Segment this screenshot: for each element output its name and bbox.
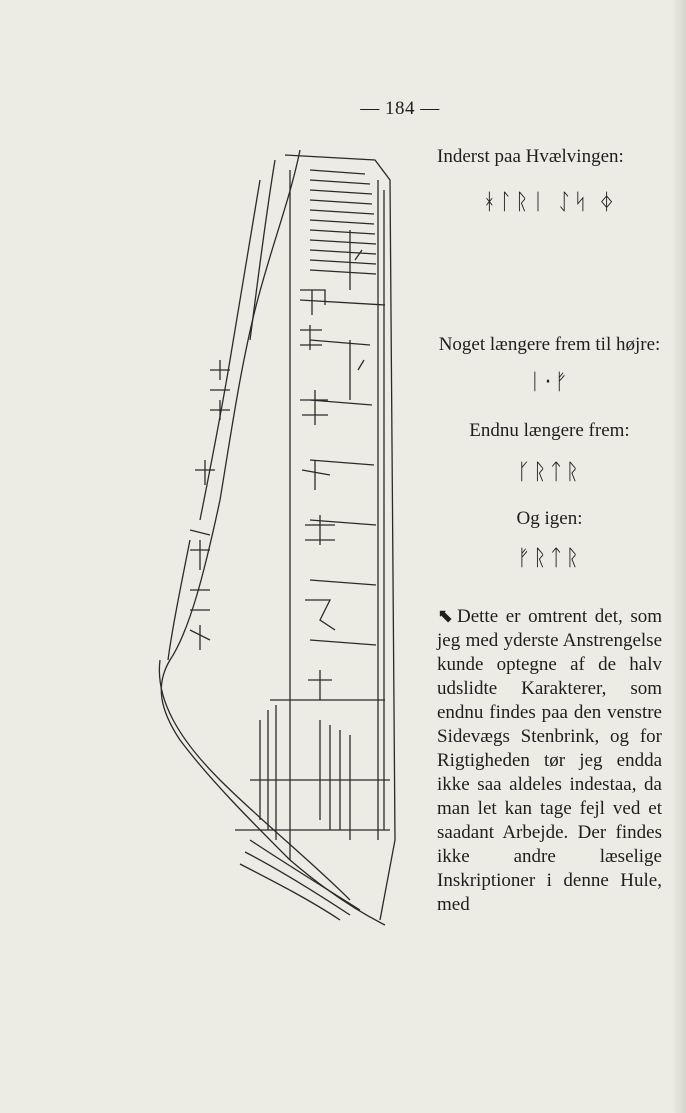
cave-inscription-sketch (150, 140, 410, 940)
page-number: — 184 — (360, 98, 440, 119)
section-heading-4: Og igen: (516, 508, 583, 529)
section-heading-1: Inderst paa Hvælvingen: (437, 146, 624, 167)
body-paragraph-text: Dette er omtrent det, som jeg med yderste Anstrengelse kunde optegne af de halv udslidte Karakterer, som endnu findes paa den venstre Sidevægs Stenbrink, og for Rigtigheden tør jeg endda ikke saa aldeles indestaa, da man let kan tage fejl ved et saadant Arbejde. Der findes ikke andre læselige Inskriptioner i denne Hule, med (437, 606, 662, 915)
page-edge-shadow (672, 0, 686, 1113)
rune-inscription-3: ᚴᚱᛏᚱ (517, 460, 582, 485)
text-column (437, 141, 662, 917)
section-heading-3: Endnu længere frem: (469, 420, 630, 441)
body-paragraph (437, 605, 662, 917)
section-heading-2: Noget længere frem til højre: (438, 334, 661, 355)
arrow-icon: ⬉ (437, 606, 453, 627)
rune-inscription-1: ᚼᛚᚱᛁ ᛇᛋ ᛄ (482, 190, 617, 215)
rune-inscription-2: ᛁ·ᚠ (528, 370, 571, 395)
rune-inscription-4: ᚠᚱᛏᚱ (517, 546, 582, 571)
